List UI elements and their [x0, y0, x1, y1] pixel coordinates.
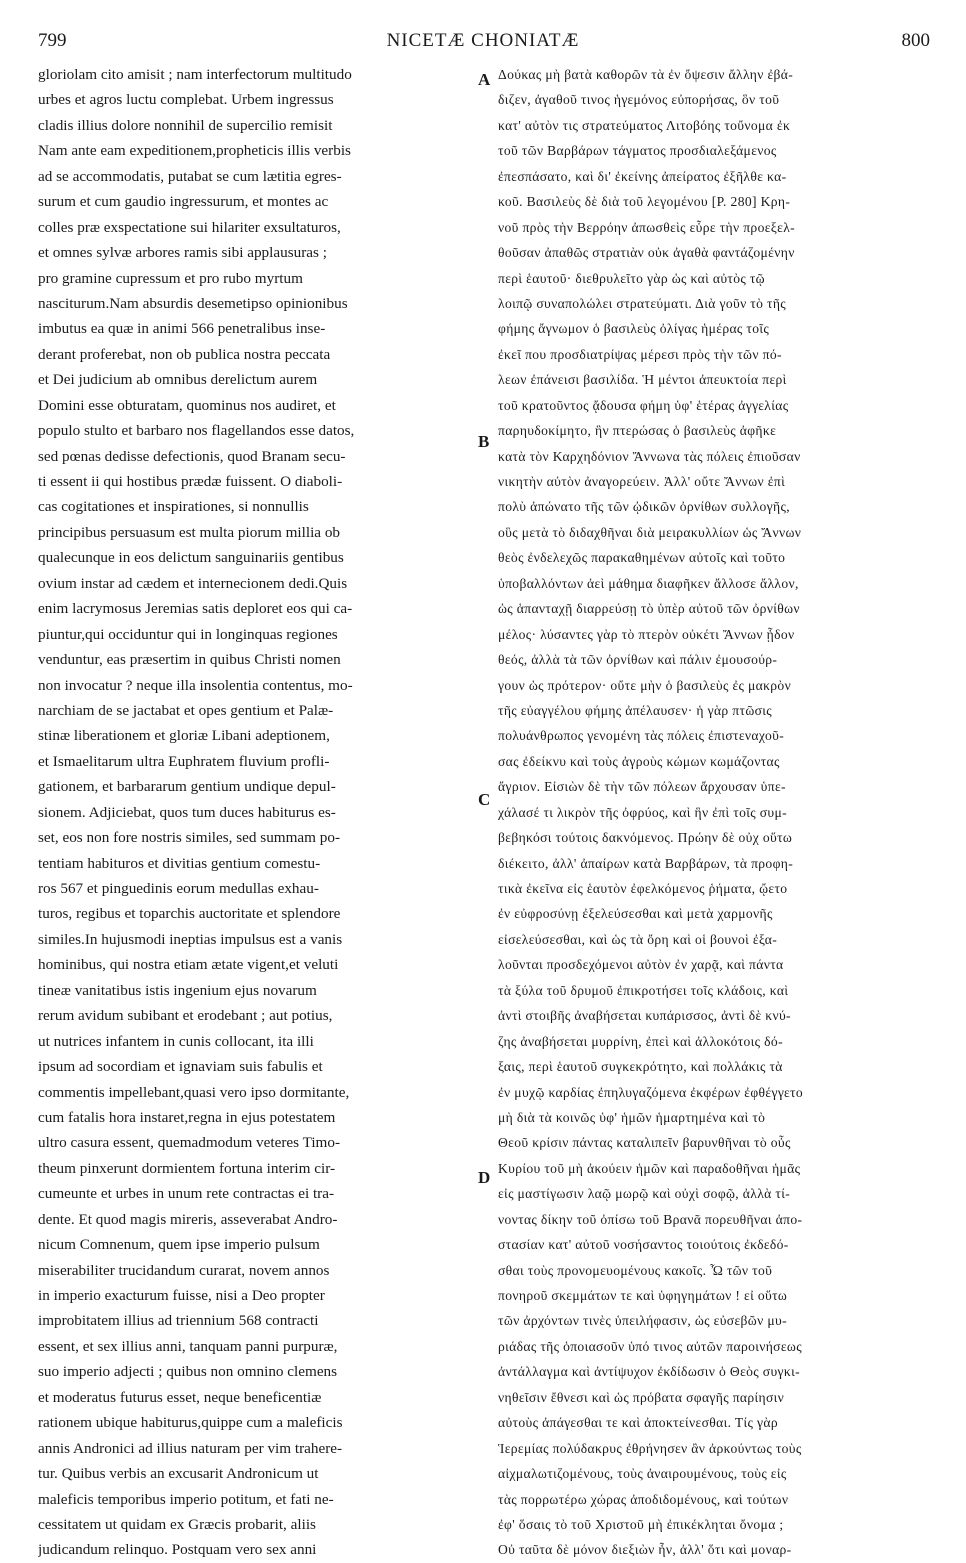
latin-text-line: surum et cum gaudio ingressurum, et montes ac — [38, 193, 329, 211]
greek-text-line: ἐν εὐφροσύνῃ ἐξελεύσεσθαι καὶ μετὰ χαρμονῆς — [498, 906, 773, 922]
latin-text-line: turos, regibus et toparchis auctoritate et splendore — [38, 905, 341, 923]
greek-text-line: λεων ἐπάνεισι βασιλίδα. Ἡ μέντοι ἀπευκτοία περὶ — [498, 372, 787, 388]
greek-text-line: χάλασέ τι λικρὸν τῆς ὀφρύος, καὶ ἣν ἐπὶ τοῖς συμ- — [498, 804, 787, 820]
latin-text-line: sed pœnas dedisse defectionis, quod Branam secu- — [38, 447, 346, 465]
greek-text-line: τὰς πορρωτέρω χώρας ἀποδιδομένους, καὶ τούτων — [498, 1491, 789, 1507]
latin-text-line: cas cogitationes et inspirationes, si nonnullis — [38, 498, 309, 516]
greek-text-line: τοῦ τῶν Βαρβάρων τάγματος προσδιαλεξάμενος — [498, 143, 777, 159]
latin-text-line: cumeunte et urbes in unum rete contractas ei tra- — [38, 1185, 335, 1203]
greek-text-line: κατὰ τὸν Καρχηδόνιον Ἄννωνα τὰς πόλεις ἐπιοῦσαν — [498, 448, 801, 464]
latin-text-line: improbitatem illius ad triennium 568 contracti — [38, 1312, 319, 1330]
latin-text-line: derant proferebat, non ob publica nostra peccata — [38, 345, 331, 363]
greek-text-line: ἀντὶ στοιβῆς ἀναβήσεται κυπάρισσος, ἀντὶ δὲ κνύ- — [498, 1008, 791, 1024]
latin-text-line: judicandum relinquo. Postquam vero sex anni — [38, 1541, 317, 1559]
greek-text-line: ἐπεσπάσατο, καὶ δι' ἐκείνης ἀπείρατος ἐξῆλθε κα- — [498, 168, 787, 184]
latin-text-line: tineæ vanitatibus istis ingenium ejus novarum — [38, 981, 317, 999]
greek-text-line: περὶ ἑαυτοῦ· διεθρυλεῖτο γὰρ ὡς καὶ αὐτὸς τῷ — [498, 270, 765, 286]
latin-text-line: hominibus, qui nostra etiam ætate vigent,et veluti — [38, 956, 339, 974]
greek-text-line: ξαις, περὶ ἑαυτοῦ συγκεκρότητο, καὶ πολλάκις τὰ — [498, 1059, 783, 1075]
latin-text-line: enim lacrymosus Jeremias satis deploret eos qui ca- — [38, 600, 353, 618]
latin-text-line: piuntur,qui occiduntur qui in longinquas regiones — [38, 625, 338, 643]
greek-text-line: αἰχμαλωτιζομένους, τοὺς ἀναιρουμένους, τοὺς εἰς — [498, 1466, 787, 1482]
latin-text-line: nasciturum.Nam absurdis desemetipso opinionibus — [38, 294, 348, 312]
latin-text-line: miserabiliter trucidandum curarat, novem annos — [38, 1261, 330, 1279]
latin-text-line: maleficis temporibus imperio potitum, et fati ne- — [38, 1490, 334, 1508]
greek-text-line: νικητὴν αὐτὸν ἀναγορεύειν. Ἀλλ' οὔτε Ἄννων ἐπὶ — [498, 474, 786, 489]
latin-text-line: gationem, et barbararum gentium undique depul- — [38, 778, 336, 796]
greek-text-line: οὓς μετὰ τὸ διδαχθῆναι διὰ μειρακυλλίων ὡς Ἄννων — [498, 524, 802, 540]
greek-text-line: τικὰ ἐκεῖνα εἰς ἑαυτὸν ἐφελκόμενος ῥήματα, ᾤετο — [498, 881, 788, 896]
greek-text-line: λοῦνται προσδεχόμενοι αὐτὸν ἐν χαρᾷ, καὶ πάντα — [498, 957, 784, 973]
latin-text-line: imbutus ea quæ in animi 566 penetralibus inse- — [38, 320, 326, 338]
greek-text-line: ἐν μυχῷ καρδίας ἐπηλυγαζόμενα ἐκφέρων ἐφθέγγετο — [498, 1084, 803, 1100]
latin-text-line: tentiam habituros et divitias gentium comestu- — [38, 854, 321, 872]
greek-text-line: ἀντάλλαγμα καὶ ἀντίψυχον ἐκδίδωσιν ὁ Θεὸς συγκι- — [498, 1364, 800, 1380]
greek-text-line: θεὸς ἐνδελεχῶς παρακαθημένων αὐτοῖς καὶ τοῦτο — [498, 550, 786, 566]
latin-text-line: urbes et agros luctu complebat. Urbem ingressus — [38, 91, 334, 109]
greek-text-line: θοῦσαν ἀπαθῶς στρατιὰν οὐκ ἀγαθὰ φαντάζομένην — [498, 245, 795, 261]
latin-text-line: nicum Comnenum, quem ipse imperio pulsum — [38, 1236, 320, 1254]
greek-text-line: σθαι τοὺς προνομευομένους κακοῖς. Ὦ τῶν τοῦ — [498, 1262, 773, 1278]
greek-text-line: γουν ὡς πρότερον· οὔτε μὴν ὁ βασιλεὺς ἐς μακρὸν — [498, 677, 792, 693]
greek-text-line: τῶν ἀρχόντων τινὲς ὑπειλήφασιν, ὡς εὐσεβῶν μυ- — [498, 1313, 787, 1329]
latin-text-line: ti essent ii qui hostibus prædæ fuissent. O diaboli- — [38, 473, 343, 490]
latin-text-line: narchiam de se jactabat et opes gentium et Palæ- — [38, 701, 334, 719]
greek-text-line: ἄγριον. Εἰσιὼν δὲ τὴν τῶν πόλεων ἄρχουσαν ὑπε- — [498, 779, 786, 795]
latin-text-line: ipsum ad socordiam et ignaviam suis fabulis et — [38, 1058, 323, 1076]
latin-text-line: ut nutrices infantem in cunis collocant, ita illi — [38, 1032, 314, 1050]
latin-text-line: et Ismaelitarum ultra Euphratem fluvium profli- — [38, 752, 330, 770]
greek-text-line: εἰσελεύσεσθαι, καὶ ὡς τὰ ὄρη καὶ οἱ βουνοὶ ἐξα- — [498, 931, 778, 947]
latin-text-line: non invocatur ? neque illa insolentia contentus, mo- — [38, 676, 353, 694]
latin-text-line: ultro casura essent, quemadmodum veteres Timo- — [38, 1134, 341, 1152]
greek-text-line: εἰς μαστίγωσιν λαῷ μωρῷ καὶ οὐχὶ σοφῷ, ἀλλὰ τί- — [498, 1186, 791, 1202]
running-title: NICETÆ CHONIATÆ — [386, 30, 580, 51]
latin-text-line: et moderatus futurus esset, neque beneficentiæ — [38, 1388, 322, 1406]
greek-text-line: ριάδας τῆς ὁποιασοῦν ὑπό τινος αὐτῶν παροινήσεως — [498, 1338, 802, 1354]
greek-text-line: ζης ἀναβήσεται μυρρίνη, ἐπεὶ καὶ ἀλλοκότοις δό- — [498, 1033, 783, 1049]
greek-text-line: λοιπῷ συναπολώλει στρατεύματι. Διὰ γοῦν τὸ τῆς — [498, 295, 787, 311]
latin-text-line: Domini esse obturatam, quominus nos audiret, et — [38, 396, 336, 414]
greek-text-line: αὐτοὺς ἀπάγεσθαι τε καὶ ἀποκτείνεσθαι. Τίς γὰρ — [498, 1415, 778, 1431]
greek-text-line: φήμης ἄγνωμον ὁ βασιλεὺς ὀλίγας ἡμέρας τοῖς — [498, 321, 770, 337]
latin-text-line: essent, et sex illius anni, tanquam panni purpuræ, — [38, 1337, 338, 1355]
latin-text-line: in imperio exacturum fuisse, nisi a Deo propter — [38, 1287, 325, 1304]
latin-text-line: suo imperio adjecti ; quibus non omnino clemens — [38, 1363, 338, 1381]
greek-text-line: Θεοῦ κρίσιν πάντας καταλιπεῖν βαρυνθῆναι τὸ οὖς — [498, 1135, 791, 1151]
greek-text-line: θεός, ἀλλὰ τὰ τῶν ὀρνίθων καὶ πάλιν ἐμουσούρ- — [498, 652, 778, 668]
greek-text-line: ἐκεῖ που προσδιατρίψας μέρεσι πρὸς τὴν τῶν πό- — [498, 346, 782, 362]
latin-text-line: ros 567 et pinguedinis eorum medullas exhau- — [38, 880, 319, 897]
greek-text-line: τοῦ κρατοῦντος ᾄδουσα φήμη ὑφ' ἑτέρας ἀγγελίας — [498, 397, 789, 413]
latin-text-line: pro gramine cupressum et pro rubo myrtum — [38, 269, 303, 287]
greek-text-line: Ἱερεμίας πολύδακρυς ἐθρήνησεν ἂν ἀρκούντως τοὺς — [498, 1440, 802, 1456]
greek-text-line: νοντας δίκην τοῦ ὀπίσω τοῦ Βρανᾶ πορευθῆναι ἀπο- — [498, 1211, 803, 1227]
greek-text-line: διέκειτο, ἀλλ' ἀπαίρων κατὰ Βαρβάρων, τὰ προφη- — [498, 855, 794, 871]
latin-text-line: et omnes sylvæ arbores ramis sibi applausuras ; — [38, 244, 327, 262]
latin-text-line: populo stulto et barbaro nos flagellandos esse datos, — [38, 422, 355, 440]
greek-text-line: ἐφ' ὅσαις τὸ τοῦ Χριστοῦ μὴ ἐπικέκληται ὄνομα ; — [498, 1516, 784, 1532]
greek-text-line: κοῦ. Βασιλεὺς δὲ διὰ τοῦ λεγομένου [P. 280] Κρη- — [498, 194, 791, 210]
latin-text-line: principibus persuasum est multa piorum millia ob — [38, 523, 341, 541]
greek-text-line: ὡς ἁπανταχῇ διαρρεύσῃ τὸ ὑπὲρ αὐτοῦ τῶν ὀρνίθων — [498, 601, 800, 617]
page-number-left: 799 — [38, 30, 67, 51]
latin-text-line: theum pinxerunt dormientem fortuna interim cir- — [38, 1159, 336, 1177]
greek-text-line: μέλος· λύσαντες γὰρ τὸ πτερὸν οὐκέτι Ἄννων ᾖδον — [498, 626, 795, 642]
greek-text-line: Κυρίου τοῦ μὴ ἀκούειν ἡμῶν καὶ παραδοθῆναι ἡμᾶς — [498, 1160, 801, 1176]
greek-text-line: κατ' αὐτὸν τις στρατεύματος Λιτοβόης τοὔνομα ἐκ — [498, 117, 791, 133]
latin-text-line: et Dei judicium ab omnibus derelictum aurem — [38, 371, 318, 389]
greek-text-line: πολὺ ἀπώνατο τῆς τῶν ᾠδικῶν ὀρνίθων συλλογῆς, — [498, 499, 790, 515]
latin-text-line: ovium instar ad cædem et internecionem dedi.Quis — [38, 574, 348, 592]
section-marker-d: D — [478, 1168, 491, 1187]
latin-text-line: stinæ liberationem et gloriæ Libani adeptionem, — [38, 727, 330, 745]
latin-text-line: tur. Quibus verbis an excusarit Andronicum ut — [38, 1465, 319, 1483]
latin-text-line: ad se accommodatis, putabat se cum lætitia egres- — [38, 167, 342, 185]
greek-text-line: νοῦ πρὸς τὴν Βερρόην ἀπωσθεὶς εὗρε τὴν προεξελ- — [498, 219, 796, 235]
latin-text-line: rerum avidum subibant et erodebant ; aut potius, — [38, 1007, 333, 1025]
greek-text-line: νηθεῖσιν ἔθνεσι καὶ ὡς πρόβατα σφαγῆς παρίησιν — [498, 1389, 785, 1405]
page-number-right: 800 — [901, 30, 930, 51]
latin-text-line: set, eos non fore nostris similes, sed summam po- — [38, 829, 341, 847]
latin-text-line: colles præ exspectatione sui hilariter exsultaturos, — [38, 218, 341, 236]
greek-text-line: ὑποβαλλόντων ἀεὶ μάθημα διαφῆκεν ἄλλοσε ἄλλον, — [498, 575, 799, 591]
latin-text-line: cladis illius dolore nonnihil de supercilio remisit — [38, 116, 333, 134]
greek-text-line: παρηυδοκίμητο, ἣν πτερώσας ὁ βασιλεὺς ἀφῆκε — [498, 423, 777, 439]
greek-text-line: διζεν, ἀγαθοῦ τινος ἡγεμόνος εὐπορήσας, ὃν τοῦ — [498, 92, 780, 108]
greek-text-line: τὰ ξύλα τοῦ δρυμοῦ ἐπικροτήσει τοῖς κλάδοις, καὶ — [498, 982, 789, 998]
latin-text-line: dente. Et quod magis mireris, asseverabat Andro- — [38, 1210, 338, 1228]
greek-column — [498, 62, 932, 1563]
latin-text-line: annis Andronici ad illius naturam per vim trahere- — [38, 1439, 343, 1457]
latin-text-line: sionem. Adjiciebat, quos tum duces habiturus es- — [38, 803, 336, 821]
greek-text-line: πολυάνθρωπος γενομένη τὰς πόλεις ἐπιστεναχοῦ- — [498, 728, 785, 744]
latin-text-line: commentis impellebant,quasi vero ipso dormitante, — [38, 1083, 350, 1101]
latin-text-line: gloriolam cito amisit ; nam interfectorum multitudo — [38, 66, 352, 83]
greek-text-line: Οὐ ταῦτα δὲ μόνον διεξιὼν ἦν, ἀλλ' ὅτι καὶ μοναρ- — [498, 1542, 792, 1558]
latin-text-line: Nam ante eam expeditionem,propheticis illis verbis — [38, 142, 351, 160]
latin-text-line: venduntur, eas præsertim in quibus Christi nomen — [38, 651, 341, 669]
section-marker-c: C — [478, 790, 491, 809]
greek-text-line: πονηροῦ σκεμμάτων τε καὶ ὑφηγημάτων ! εἰ οὕτω — [498, 1288, 788, 1303]
latin-text-line: rationem ubique habiturus,quippe cum a maleficis — [38, 1414, 343, 1432]
section-marker-a: A — [478, 70, 491, 89]
latin-text-line: qualecunque in eos delictum sanguinariis gentibus — [38, 549, 344, 567]
section-marker-b: B — [478, 432, 490, 451]
latin-text-line: cum fatalis hora instaret,regna in ejus potestatem — [38, 1108, 336, 1126]
greek-text-line: τῆς εὐαγγέλου φήμης ἀπέλαυσεν· ἡ γὰρ πτῶσις — [498, 702, 773, 718]
greek-text-line: Δούκας μὴ βατὰ καθορῶν τὰ ἐν ὄψεσιν ἄλλην ἐβά- — [498, 67, 794, 82]
greek-text-line: σας ἐδείκνυ καὶ τοὺς ἀγροὺς κώμων κωμάζοντας — [498, 753, 780, 769]
latin-column — [38, 62, 473, 1563]
latin-text-line: similes.In hujusmodi ineptias impulsus est a vanis — [38, 930, 343, 948]
page-header — [0, 30, 966, 60]
greek-text-line: μὴ διὰ τὰ κοινῶς ὑφ' ἡμῶν ἡμαρτημένα καὶ τὸ — [498, 1109, 766, 1125]
latin-text-line: cessitatem ut quidam ex Græcis probarit, aliis — [38, 1515, 316, 1533]
greek-text-line: βεβηκόσι τούτοις δακνόμενος. Πρώην δὲ οὐχ οὕτω — [498, 830, 793, 846]
greek-text-line: στασίαν κατ' αὐτοῦ νοσήσαντος τοιούτοις ἐκδεδό- — [498, 1237, 789, 1253]
